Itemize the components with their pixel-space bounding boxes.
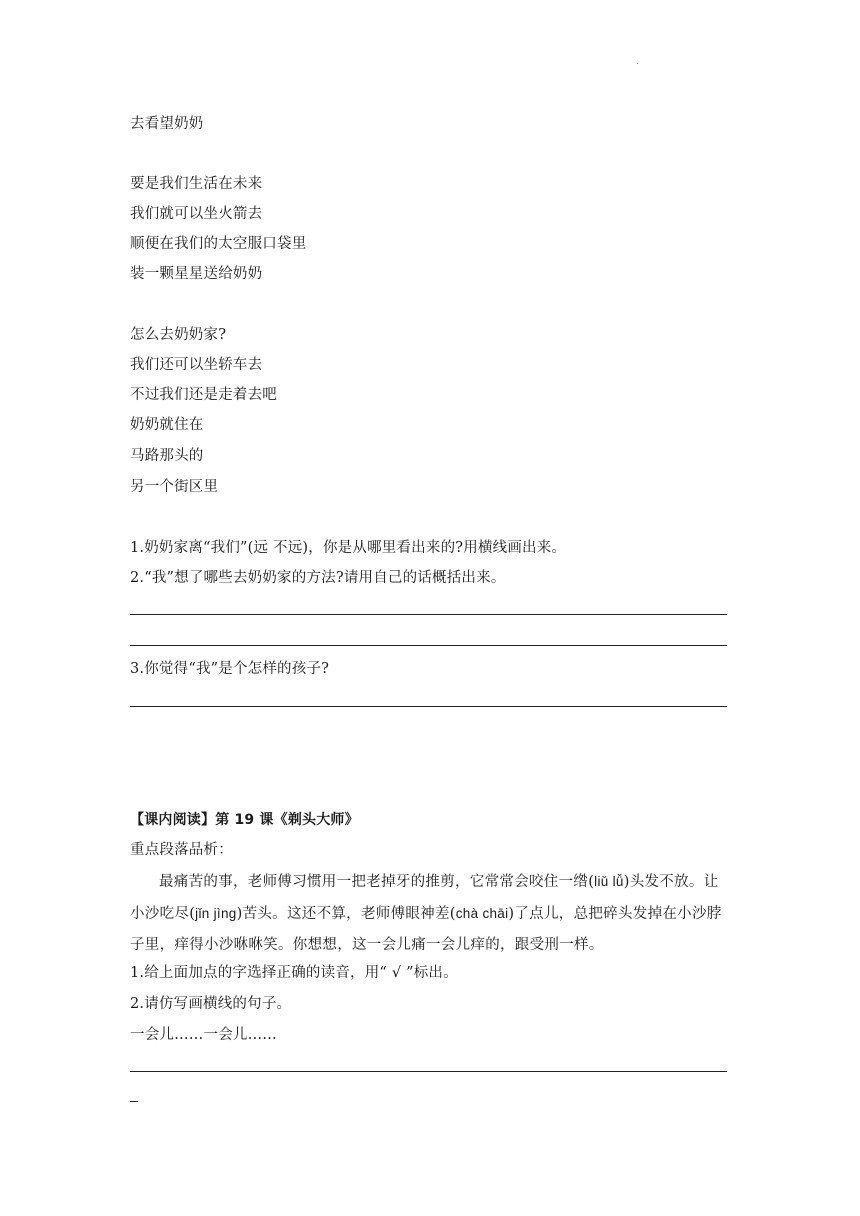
poem-line: 不过我们还是走着去吧 [130, 387, 277, 403]
paragraph-text: )头发不放。让小沙吃尽( [130, 874, 719, 922]
header-dot: · [636, 58, 640, 69]
reading-paragraph [130, 866, 730, 961]
sentence-pattern: 一会儿……一会儿…… [130, 1027, 277, 1043]
answer-line[interactable] [130, 645, 727, 646]
question-imitate: 2.请仿写画横线的句子。 [130, 996, 292, 1012]
pinyin-option: liǔ lǚ [594, 874, 624, 889]
paragraph-text: 最痛苦的事，老师傅习惯用一把老掉牙的推剪，它常常会咬住一绺( [159, 874, 595, 890]
question-pinyin: 1.给上面加点的字选择正确的读音，用“ √ ”标出。 [130, 965, 458, 981]
poem-line: 我们就可以坐火箭去 [130, 206, 263, 222]
answer-line[interactable] [130, 614, 727, 615]
poem-line: 另一个街区里 [130, 479, 219, 495]
poem-line: 装一颗星星送给奶奶 [130, 266, 263, 282]
answer-line-continuation[interactable] [130, 1101, 138, 1102]
section-subheading: 重点段落品析： [130, 842, 233, 858]
question-2: 2.“我”想了哪些去奶奶家的方法?请用自己的话概括出来。 [130, 570, 506, 586]
poem-line: 怎么去奶奶家? [130, 327, 227, 343]
poem-line: 去看望奶奶 [130, 116, 204, 132]
answer-line[interactable] [130, 706, 727, 707]
section-heading: 【课内阅读】第 19 课《剃头大师》 [130, 812, 359, 828]
paragraph-text: )了点儿，总把碎头发掉在小沙脖子里，痒得小沙咻咻笑。你想想，这一会儿痛一会儿痒的，跟受刑一样。 [130, 906, 722, 953]
pinyin-option: chà chāi [455, 906, 509, 921]
poem-line: 奶奶就住在 [130, 417, 204, 433]
paragraph-text: )苦头。这还不算，老师傅眼神差( [236, 906, 456, 922]
question-3: 3.你觉得“我”是个怎样的孩子? [130, 661, 330, 677]
poem-line: 要是我们生活在未来 [130, 176, 263, 192]
poem-line: 顺便在我们的太空服口袋里 [130, 236, 307, 252]
poem-line: 马路那头的 [130, 448, 204, 464]
answer-line[interactable] [130, 1071, 727, 1072]
question-1: 1.奶奶家离“我们”(远 不远)，你是从哪里看出来的?用横线画出来。 [130, 540, 567, 556]
pinyin-option: jǐn jìng [195, 906, 237, 921]
poem-line: 我们还可以坐轿车去 [130, 357, 263, 373]
